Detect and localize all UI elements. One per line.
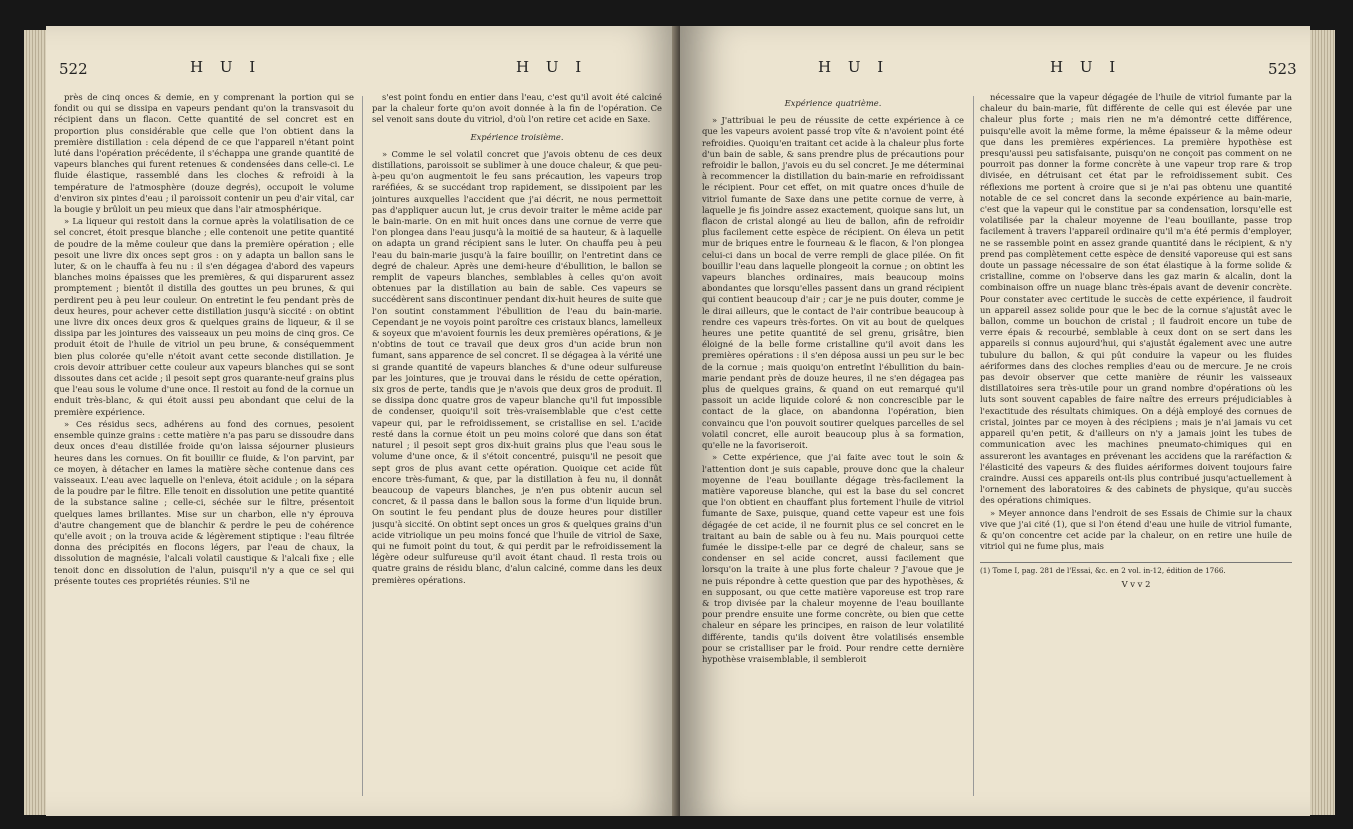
right-page-number: 523 <box>1268 60 1297 78</box>
column-divider <box>973 96 974 796</box>
left-column-1 <box>54 92 354 804</box>
paragraph: » Ces résidus secs, adhérens au fond des cornues, pesoient ensemble quinze grains : cette matière n'a pas paru se dissoudre dans deux onces d'eau distillée froide qu'on laissa séjourner plusieurs heures dans les cornues. On fit bouillir ce fluide, & l'on parvint, par ce moyen, à détacher en lames la matière sèche contenue dans ces vaisseaux. L'eau avec laquelle on l'enleva, étoit acidule ; on la sépara de la poudre par le filtre. Elle tenoit en dissolution une petite quantité de la substance saline ; celle-ci, séchée sur le filtre, présentoit quelques lames brillantes. Mise sur un charbon, elle n'y éprouva d'autre changement que de blanchir & perdre le peu de cohérence qu'elle avoit ; on la trouva acide & légèrement stiptique : l'eau filtrée donna des précipités en flocons légers, par l'eau de chaux, la dissolution de magnésie, l'alcali volatil caustique & l'alcali fixe ; elle tenoit donc en dissolution de l'alun, puisqu'il n'y a que ce sel qui présente toutes ces propriétés réunies. S'il ne <box>54 418 354 586</box>
paragraph: » J'attribuai le peu de réussite de cette expérience à ce que les vapeurs avoient passé trop vîte & n'avoient point été refroidies. Quoiqu'en traitant cet acide à la chaleur plus forte d'un bain de sable, & sans prendre plus de précautions pour refroidir le ballon, j'avois eu du sel concret. Je me déterminai à recommencer la distillation du bain-marie en refroidissant le récipient. Pour cet effet, on mit quatre onces d'huile de vitriol fumante de Saxe dans une petite cornue de verre, à laquelle je fis joindre assez exactement, quoique sans lut, un flacon de cristal alongé au lieu de ballon, afin de refroidir plus facilement cette espèce de récipient. On éleva un petit mur de briques entre le fourneau & le flacon, & l'on plongea celui-ci dans un bocal de verre rempli de glace pilée. On fit bouillir l'eau dans laquelle plongeoit la cornue ; on obtint les vapeurs blanches ordinaires, mais beaucoup moins abondantes que lorsqu'elles passent dans un grand récipient qui contient beaucoup d'air ; car je ne puis douter, comme je le dirai ailleurs, que le contact de l'air contribue beaucoup à rendre ces vapeurs très-fortes. On vit au bout de quelques heures une petite quantité de sel grenu, grisâtre, bien éloigné de la belle forme cristalline qu'il avoit dans les premières opérations : il s'en déposa aussi un peu sur le bec de la cornue ; mais quoiqu'on entretînt l'ébullition du bain-marie pendant près de douze heures, il ne s'en dégagea pas plus de quelques grains, & quand on eut remarqué qu'il passoit un acide liquide coloré & non concrescible par le contact de la glace, on abandonna l'opération, bien convaincu que l'on pouvoit soutirer quelques parcelles de sel volatil concret, elle auroit beaucoup plus à sa formation, qu'elle ne la favoriseroit. <box>702 115 964 451</box>
paragraph: » Cette expérience, que j'ai faite avec tout le soin & l'attention dont je suis capable, prouve donc que la chaleur moyenne de l'eau bouillante dégage très-facilement la matière vaporeuse blanche, qui est la base du sel concret que l'on obtient en chauffant plus fortement l'huile de vitriol fumante de Saxe, puisque, quand cette vapeur est une fois dégagée de cet acide, il ne fournit plus ce sel concret en le traitant au bain de sable ou à feu nu. Mais pourquoi cette fumée le dissipe-t-elle par ce degré de chaleur, sans se condenser en sel acide concret, aussi facilement que lorsqu'on la traite à une plus forte chaleur ? J'avoue que je ne puis répondre à cette question que par des hypothèses, & en supposant, ou que cette matière vaporeuse est trop rare & trop divisée par la chaleur moyenne de l'eau bouillante pour prendre ensuite une forme concrète, ou bien que cette chaleur en sépare les principes, en raison de leur volatilité différente, tandis qu'ils doivent être volatilisés ensemble pour se cristalliser par le froid. Pour rendre cette dernière hypothèse vraisemblable, il sembleroit <box>702 452 964 664</box>
right-page <box>680 26 1310 816</box>
paragraph: nécessaire que la vapeur dégagée de l'huile de vitriol fumante par la chaleur du bain-marie, fût différente de celle qui est élevée par une chaleur plus forte ; mais rien ne m'a démontré cette différence, puisqu'elle avoit la même forme, la même épaisseur & la même odeur que dans les premières expériences. La première hypothèse est presqu'aussi peu satisfaisante, puisqu'on ne conçoit pas comment on ne pourroit pas donner la forme concrète à une vapeur trop rare & trop divisée, en détruisant cet état par le refroidissement subit. Ces réflexions me portent à croire que si je n'ai pas obtenu une quantité notable de ce sel concret dans la seconde expérience au bain-marie, c'est que la vapeur qui le constitue par sa condensation, lorsqu'elle est volatilisée par la chaleur moyenne de l'eau bouillante, passe trop facilement à travers l'appareil ordinaire qu'il m'a été permis d'employer, ne se rassemble point en assez grande quantité dans le récipient, & n'y prend pas complètement cette espèce de densité vaporeuse qui est sans doute un passage nécessaire de son état élastique à la forme solide & cristalline, comme on l'observe dans les gaz marin & alcalin, dont la combinaison offre un nuage blanc très-épais avant de devenir concrète. Pour constater avec certitude le succès de cette expérience, il faudroit un appareil assez solide pour que le bec de la cornue s'ajustât avec le ballon, comme un bouchon de cristal ; il faudroit encore un tube de verre épais & recourbé, semblable à ceux dont on se sert dans les appareils si connus aujourd'hui, qui s'ajustât également avec une autre tubulure du ballon, & qui pût conduire la vapeur ou les fluides aériformes dans des cloches remplies d'eau ou de mercure. Je ne crois pas devoir observer que cette manière de réunir les vaisseaux distillatoires sera très-utile pour un grand nombre d'opérations où les luts sont souvent capables de faire naître des erreurs préjudiciables à l'exactitude des résultats chimiques. On a déjà employé des cornues de cristal, jointes par ce moyen à des récipiens ; mais je n'ai jamais vu cet appareil qu'en petit, & d'ailleurs on n'y a jamais joint les tubes de communication avec les machines pneumato-chimiques qui en assureront les avantages en prévenant les accidens que la raréfaction & l'élasticité des vapeurs & des fluides aériformes doivent toujours faire craindre. Aussi ces appareils ont-ils plus contribué jusqu'actuellement à l'ornement des laboratoires & des cabinets de physique, qu'au succès des opérations chimiques. <box>980 92 1292 506</box>
paragraph: » Meyer annonce dans l'endroit de ses Essais de Chimie sur la chaux vive que j'ai cité (1), que si l'on étend d'eau une huile de vitriol fumante, & qu'on concentre cet acide par la chaleur, on en retire une huile de vitriol qui ne fume plus, mais <box>980 507 1292 552</box>
right-header-col1: H U I <box>818 58 890 76</box>
signature-mark: V v v 2 <box>1121 579 1151 590</box>
paragraph: s'est point fondu en entier dans l'eau, c'est qu'il avoit été calciné par la chaleur forte qu'on avoit donnée à la fin de l'opération. Ce sel venoit sans doute du vitriol, d'où l'on retire cet acide en Saxe. <box>372 92 662 125</box>
right-column-2 <box>980 92 1292 804</box>
left-page-number: 522 <box>59 60 88 78</box>
right-column-1 <box>702 92 964 804</box>
footnote: (1) Tome I, pag. 281 de l'Essai, &c. en 2 vol. in-12, édition de 1766. <box>980 562 1292 575</box>
left-header-col1: H U I <box>190 58 262 76</box>
paragraph: » La liqueur qui restoit dans la cornue après la volatilisation de ce sel concret, étoit presque blanche ; elle contenoit une petite quantité de poudre de la même couleur que dans la première opération ; elle pesoit une livre dix onces sept gros : on y adapta un ballon sans le luter, & on le chauffa à feu nu : il s'en dégagea d'abord des vapeurs blanches moins épaisses que les premières, & qui disparurent assez promptement ; bientôt il distilla des gouttes un peu brunes, & qui perdirent peu à peu leur couleur. On entretint le feu pendant près de deux heures, pour achever cette distillation jusqu'à siccité : on obtint une livre dix onces deux gros & quelques grains de liqueur, & il se dissipa par les jointures des vaisseaux un peu moins de cinq gros. Ce produit étoit de l'huile de vitriol un peu brune, & conséquemment bien plus colorée qu'elle n'étoit avant cette seconde distillation. Je crois devoir attribuer cette couleur aux vapeurs blanches qui se sont dissoutes dans cet acide ; il pesoit sept gros quarante-neuf grains plus que l'eau sous le volume d'une once. Il restoit au fond de la cornue un enduit très-blanc, & qui étoit aussi peu abondant que celui de la première expérience. <box>54 216 354 417</box>
paragraph: près de cinq onces & demie, en y comprenant la portion qui se fondit ou qui se dissipa en vapeurs pendant qu'on la transvasoit du récipient dans un flacon. Cette quantité de sel concret est en proportion plus considérable que celle que l'on obtient dans la première distillation : cela dépend de ce que l'appareil n'étant point luté dans l'opération précédente, il s'échappa une grande quantité de vapeurs blanches qui furent retenues & condensées dans celle-ci. Le fluide élastique, rassemblé dans les cloches & refroidi à la température de l'atmosphère (douze degrés), occupoit le volume d'environ six pintes d'eau ; il paroissoit contenir un peu d'air vital, car la bougie y brûloit un peu mieux que dans l'air atmosphérique. <box>54 92 354 215</box>
left-page <box>46 26 680 816</box>
left-header-col2: H U I <box>516 58 588 76</box>
column-divider <box>362 96 363 796</box>
section-heading: Expérience quatrième. <box>784 98 882 108</box>
left-column-2 <box>372 92 662 804</box>
right-header-col2: H U I <box>1050 58 1122 76</box>
page-edges-right <box>1309 30 1335 815</box>
section-heading: Expérience troisième. <box>470 131 564 142</box>
paragraph: » Comme le sel volatil concret que j'avois obtenu de ces deux distillations, paroissoit se sublimer à une douce chaleur, & que peu-à-peu qu'on augmentoit le feu sans précaution, les vapeurs trop raréfiées, & se succédant trop rapidement, se dissipoient par les jointures auxquelles l'accident que j'ai décrit, ne nous permettoit pas d'appliquer aucun lut, je crus devoir traiter le même acide par le bain-marie. On en mit huit onces dans une cornue de verre que l'on plongea dans l'eau jusqu'à la moitié de sa hauteur, & à laquelle on adapta un grand récipient sans le luter. On chauffa peu à peu l'eau du bain-marie jusqu'à la faire bouillir, on l'entretint dans ce degré de chaleur. Après une demi-heure d'ébullition, le ballon se remplit de vapeurs blanches, semblables à celles qu'on avoit obtenues par la distillation au bain de sable. Ces vapeurs se succédèrent sans discontinuer pendant dix-huit heures de suite que l'on soutint constamment l'ébullition de l'eau du bain-marie. Cependant je ne voyois point paroître ces cristaux blancs, lamelleux & soyeux que m'avoient fournis les deux premières opérations, & je n'obtins de tout ce travail que deux gros d'un acide brun non fumant, sans apparence de sel concret. Il se dégagea à la vérité une si grande quantité de vapeurs blanches & d'une odeur sulfureuse par les jointures, que je trouvai dans le résidu de cette opération, six gros de perte, tandis que je n'avois que deux gros de produit. Il se dissipa donc quatre gros de vapeur blanche qu'il fut impossible de condenser, quoiqu'il soit très-vraisemblable que c'est cette vapeur qui, par le refroidissement, se cristallise en sel. L'acide resté dans la cornue étoit un peu moins coloré que dans son état naturel ; il pesoit sept gros dix-huit grains plus que l'eau sous le volume d'une once, & il s'étoit concentré, puisqu'il ne pesoit que sept gros de plus avant cette opération. Quoique cet acide fût encore très-fumant, & que, par la distillation à feu nu, il donnât beaucoup de vapeurs blanches, je n'en pus obtenir aucun sel concret, & il passa dans le ballon sous la forme d'un liquide brun. On soutint le feu pendant plus de douze heures pour distiller jusqu'à siccité. On obtint sept onces un gros & quelques grains d'un acide vitriolique un peu moins foncé que l'huile de vitriol de Saxe, qui ne fumoit point du tout, & qui perdit par le refroidissement la légère odeur sulfureuse qu'il avoit étant chaud. Il resta trois ou quatre grains de résidu blanc, d'alun calciné, comme dans les deux premières opérations. <box>372 148 662 585</box>
